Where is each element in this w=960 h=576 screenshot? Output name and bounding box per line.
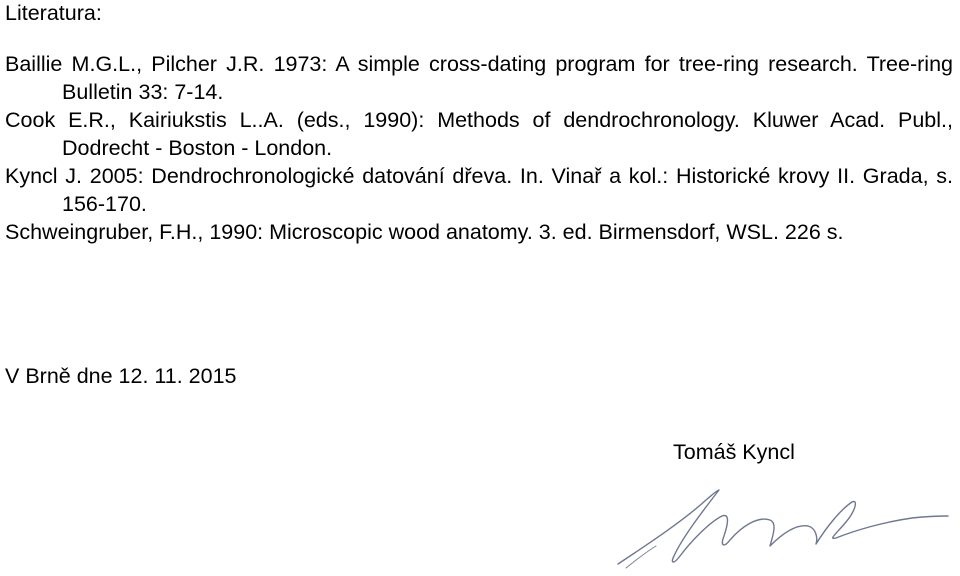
handwritten-signature [612, 482, 952, 574]
place-date: V Brně dne 12. 11. 2015 [5, 364, 237, 388]
reference-item: Schweingruber, F.H., 1990: Microscopic wood anatomy. 3. ed. Birmensdorf, WSL. 226 s. [5, 220, 844, 244]
reference-item: Cook E.R., Kairiukstis L..A. (eds., 1990): Methods of dendrochronology. Kluwer Acad. Publ., Dodrecht - Boston - London. [5, 108, 953, 160]
references-heading: Literatura: [5, 1, 102, 25]
reference-item: Kyncl J. 2005: Dendrochronologické datování dřeva. In. Vinař a kol.: Historické krovy II. Grada, s. 156-170. [5, 164, 953, 216]
author-name: Tomáš Kyncl [673, 440, 795, 464]
reference-item: Baillie M.G.L., Pilcher J.R. 1973: A simple cross-dating program for tree-ring research. Tree-ring Bulletin 33: 7-14. [5, 52, 953, 104]
reference-list [5, 50, 953, 246]
